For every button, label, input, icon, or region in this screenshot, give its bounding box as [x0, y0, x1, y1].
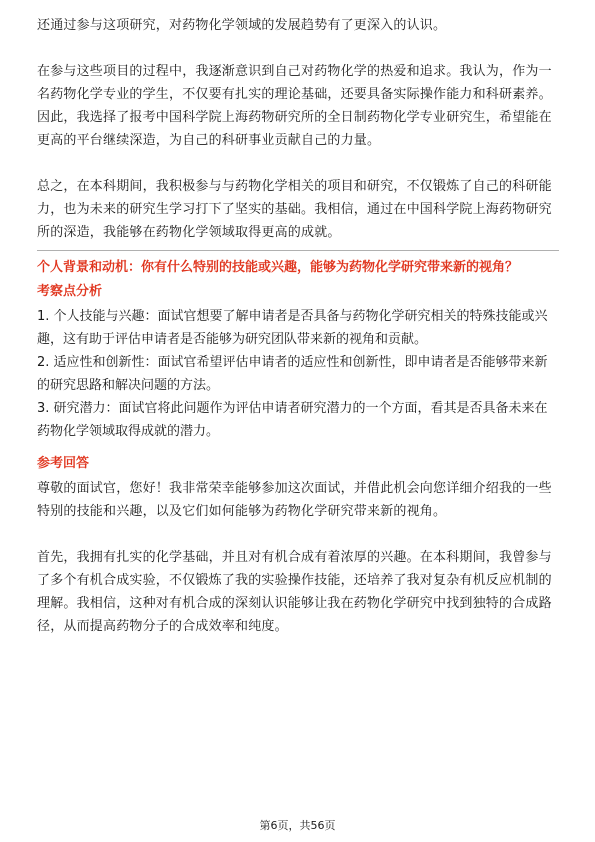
answer-paragraph-2: 首先，我拥有扎实的化学基础，并且对有机合成有着浓厚的兴趣。在本科期间，我曾参与了多个有机合成实验，不仅锻炼了我的实验操作技能，还培养了我对复杂有机反应机制的理解。我相信，这种对有机合成的深刻认识能够让我在药物化学研究中找到独特的合成路径，从而提高药物分子的合成效率和纯度。 — [37, 550, 552, 634]
section-divider — [37, 250, 559, 251]
analysis-item-3: 3. 研究潜力：面试官将此问题作为评估申请者研究潜力的一个方面，看其是否具备未来在药物化学领域取得成就的潜力。 — [37, 401, 548, 439]
document-page — [37, 14, 559, 638]
intro-paragraph-3: 总之，在本科期间，我积极参与与药物化学相关的项目和研究，不仅锻炼了自己的科研能力，也为未来的研究生学习打下了坚实的基础。我相信，通过在中国科学院上海药物研究所的深造，我能够在药物化学领域取得更高的成就。 — [37, 179, 552, 240]
page-footer: 第6页，共56页 — [259, 819, 336, 832]
analysis-title: 考察点分析 — [37, 284, 103, 299]
analysis-item-2: 2. 适应性和创新性：面试官希望评估申请者的适应性和创新性，即申请者是否能够带来新的研究思路和解决问题的方法。 — [37, 355, 548, 393]
intro-paragraph-2: 在参与这些项目的过程中，我逐渐意识到自己对药物化学的热爱和追求。我认为，作为一名药物化学专业的学生，不仅要有扎实的理论基础，还要具备实际操作能力和科研素养。因此，我选择了报考中国科学院上海药物研究所的全日制药物化学专业研究生，希望能在更高的平台继续深造，为自己的科研事业贡献自己的力量。 — [37, 64, 552, 148]
analysis-item-1: 1. 个人技能与兴趣：面试官想要了解申请者是否具备与药物化学研究相关的特殊技能或兴趣，这有助于评估申请者是否能够为研究团队带来新的视角和贡献。 — [37, 309, 548, 347]
intro-paragraph-1: 还通过参与这项研究，对药物化学领域的发展趋势有了更深入的认识。 — [37, 18, 447, 33]
answer-title: 参考回答 — [37, 456, 90, 471]
question-heading: 个人背景和动机：你有什么特别的技能或兴趣，能够为药物化学研究带来新的视角？ — [37, 260, 519, 275]
answer-paragraph-1: 尊敬的面试官，您好！我非常荣幸能够参加这次面试，并借此机会向您详细介绍我的一些特别的技能和兴趣，以及它们如何能够为药物化学研究带来新的视角。 — [37, 481, 552, 519]
